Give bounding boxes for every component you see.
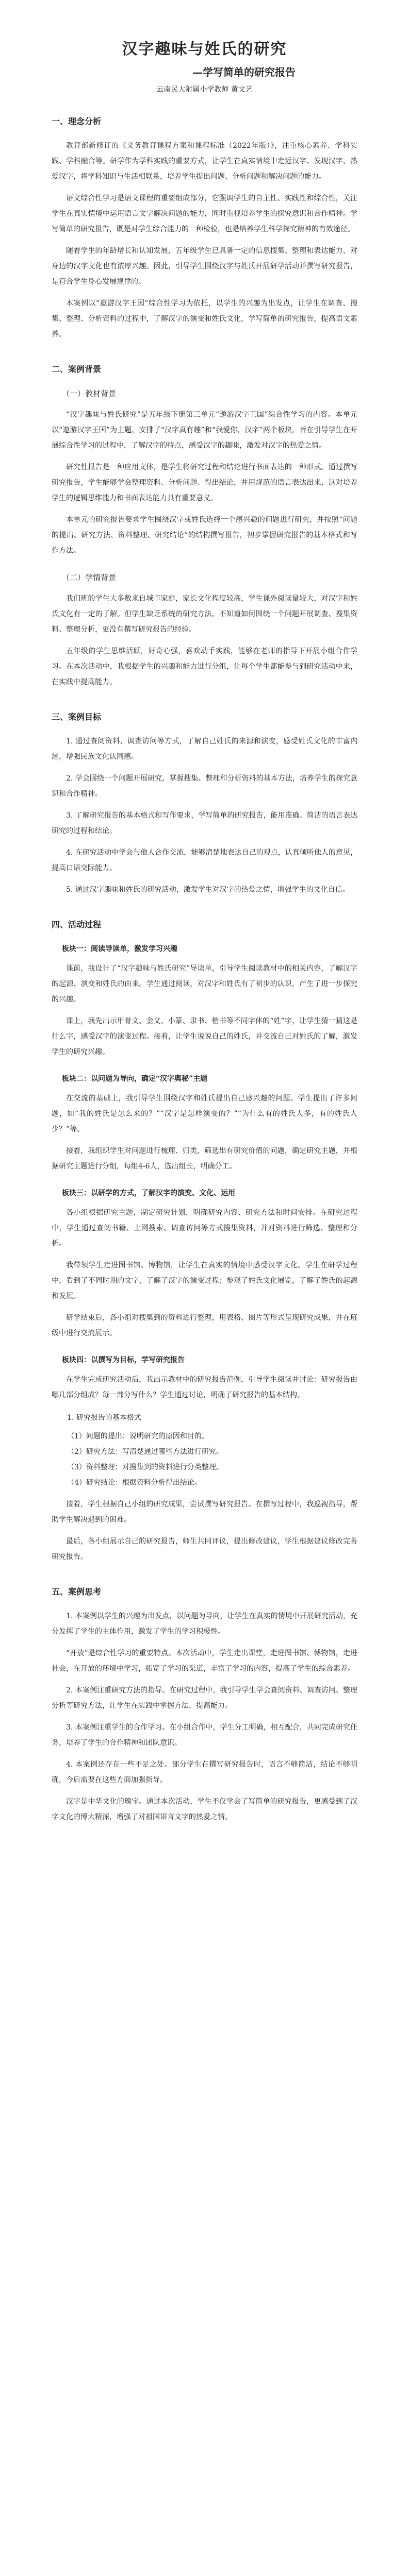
subsection-heading: （二）学情背景 xyxy=(62,573,117,582)
paragraph: 课前，我设计了“汉字趣味与姓氏研究”导读单，引导学生阅读教材中的相关内容，了解汉字的起源、演变和姓氏的由来。学生通过阅读，对汉字和姓氏有了初步的认识，产生了进一步探究的兴趣。 xyxy=(52,964,357,1004)
section-heading: 五、案例思考 xyxy=(52,1587,102,1597)
outline-label: 1. 研究报告的基本格式 xyxy=(67,1414,141,1422)
activity-heading: 板块二：以问题为导向，确定“汉字奥秘”主题 xyxy=(62,1075,208,1083)
paragraph: 我带领学生走进图书馆、博物馆，让学生在真实的情境中感受汉字文化。学生在研学过程中，看到了不同时期的文字，了解了汉字的演变过程；参观了姓氏文化展览，了解了姓氏的起源和发展。 xyxy=(52,1261,357,1300)
activity-heading: 板块一：阅读导读单，激发学习兴趣 xyxy=(62,945,177,953)
section-heading: 三、案例目标 xyxy=(52,712,102,722)
paragraph: 五年级的学生思维活跃，好奇心强，喜欢动手实践，能够在老师的指导下开展小组合作学习。在本次活动中，我根据学生的兴趣和能力进行分组，让每个学生都能参与到研究活动中来，在实践中提高能力。 xyxy=(52,647,357,686)
list-item: （4）研究结论：根据资料分析得出结论。 xyxy=(67,1479,202,1487)
paragraph: 在学生完成研究活动后，我出示教材中的研究报告范例，引导学生阅读并讨论：研究报告由哪几部分组成？每一部分写什么？学生通过讨论，明确了研究报告的基本结构。 xyxy=(52,1376,357,1399)
paragraph: “开放”是综合性学习的重要特点。本次活动中，学生走出课堂，走进图书馆、博物馆，走进社会，在开放的环境中学习，拓宽了学习的渠道，丰富了学习的内容，提高了学生的综合素养。 xyxy=(52,1649,357,1673)
document-subtitle: —学写简单的研究报告 xyxy=(192,66,296,78)
paragraph: 随着学生的年龄增长和认知发展，五年级学生已具备一定的信息搜集、整理和表达能力，对身边的汉字文化也有浓厚兴趣。因此，引导学生围绕汉字与姓氏开展研学活动并撰写研究报告，是符合学生身心发展规律的。 xyxy=(52,247,357,286)
paragraph: 4. 在研究活动中学会与他人合作交流，能够清楚地表达自己的观点，认真倾听他人的意见，提高口语交际能力。 xyxy=(52,849,357,872)
list-item: （2）研究方法：写清楚通过哪些方法进行研究。 xyxy=(67,1448,223,1456)
paragraph: 汉字是中华文化的瑰宝。通过本次活动，学生不仅学会了写简单的研究报告，更感受到了汉字文化的博大精深，增强了对祖国语言文字的热爱之情。 xyxy=(52,1798,357,1821)
paragraph: 3. 了解研究报告的基本格式和写作要求，学写简单的研究报告，能用准确、简洁的语言表达研究的过程和结论。 xyxy=(52,811,357,835)
paragraph: 我们班的学生大多数来自城市家庭，家长文化程度较高，学生课外阅读量较大，对汉字和姓氏文化有一定的了解。但学生缺乏系统的研究方法，不知道如何围绕一个问题开展调查、搜集资料、整理分析，更没有撰写研究报告的经验。 xyxy=(52,595,357,634)
paragraph: 语文综合性学习是语文课程的重要组成部分，它强调学生的自主性、实践性和综合性，关注学生在真实情境中运用语言文字解决问题的能力，同时重视培养学生的探究意识和合作精神。学写简单的研究报告，既是对学生综合能力的一种检验，也是培养学生科学探究精神的有效途径。 xyxy=(52,194,357,233)
paragraph: 最后，各小组展示自己的研究报告，师生共同评议，提出修改建议，学生根据建议修改完善研究报告。 xyxy=(52,1537,357,1561)
paragraph: 2. 学会围绕一个问题开展研究，掌握搜集、整理和分析资料的基本方法，培养学生的探究意识和合作精神。 xyxy=(52,774,357,798)
paragraph: 研究性报告是一种应用文体，是学生将研究过程和结论进行书面表达的一种形式。通过撰写研究报告，学生能够学会整理资料、分析问题、得出结论，并用规范的语言表达出来，这对培养学生的逻辑思维能力和书面表达能力具有重要意义。 xyxy=(52,463,357,502)
subsection-heading: （一）教材背景 xyxy=(62,389,117,398)
activity-heading: 板块三：以研学的方式，了解汉字的演变、文化、运用 xyxy=(62,1189,235,1197)
paragraph: 教育部新修订的《义务教育课程方案和课程标准（2022年版）》，注重核心素养、学科实践、学科融合等。研学作为学科实践的重要方式，让学生在真实情境中走近汉字、发现汉字、热爱汉字，将学科知识与生活相联系，培养学生提出问题、分析问题和解决问题的能力。 xyxy=(52,142,357,181)
list-item: （1）问题的提出：说明研究的原因和目的。 xyxy=(67,1432,209,1440)
activity-heading: 板块四：以撰写为目标，学写研究报告 xyxy=(62,1356,185,1364)
document-title: 汉字趣味与姓氏的研究 xyxy=(122,40,287,58)
paragraph: 接着，我组织学生对问题进行梳理、归类，筛选出有研究价值的问题，确定研究主题，并根据研究主题进行分组，每组4-6人，选出组长，明确分工。 xyxy=(52,1147,357,1171)
paragraph: 1. 本案例以学生的兴趣为出发点，以问题为导向，让学生在真实的情境中开展研究活动，充分发挥了学生的主体作用，激发了学生的学习积极性。 xyxy=(52,1612,357,1636)
section-heading: 二、案例背景 xyxy=(52,364,102,374)
outline-list xyxy=(52,1429,357,1490)
paragraph: 2. 本案例注重研究方法的指导。在研究过程中，我引导学生学会查阅资料、调查访问、整理分析等研究方法，让学生在实践中掌握方法，提高能力。 xyxy=(52,1686,357,1710)
section-heading: 四、活动过程 xyxy=(52,920,102,929)
paragraph: 各小组根据研究主题，制定研究计划，明确研究内容、研究方法和时间安排。在研究过程中，学生通过查阅书籍、上网搜索、调查访问等方式搜集资料，并对资料进行筛选、整理和分析。 xyxy=(52,1209,357,1248)
paragraph: 本案例以“遨游汉字王国”综合性学习为依托，以学生的兴趣为出发点，让学生在调查、搜集、整理、分析资料的过程中，了解汉字的演变和姓氏文化，学写简单的研究报告，提高语文素养。 xyxy=(52,299,357,338)
paragraph: 5. 通过汉字趣味和姓氏的研究活动，激发学生对汉字的热爱之情，增强学生的文化自信。 xyxy=(66,886,350,894)
paragraph: 接着，学生根据自己小组的研究成果，尝试撰写研究报告。在撰写过程中，我巡视指导，帮助学生解决遇到的困难。 xyxy=(52,1500,357,1524)
section-heading: 一、理念分析 xyxy=(52,116,102,126)
paragraph: 3. 本案例注重学生的合作学习。在小组合作中，学生分工明确，相互配合，共同完成研究任务，培养了学生的合作精神和团队意识。 xyxy=(52,1723,357,1747)
document-author: 云南民大附属小学教师 黄文艺 xyxy=(156,86,253,94)
paragraph: “汉字趣味与姓氏研究”是五年级下册第三单元“遨游汉字王国”综合性学习的内容。本单元以“遨游汉字王国”为主题，安排了“汉字真有趣”和“我爱你，汉字”两个板块，旨在引导学生在开展综合性学习的过程中，了解汉字的特点，感受汉字的趣味，激发对汉字的热爱之情。 xyxy=(52,411,357,450)
list-item: （3）资料整理：对搜集到的资料进行分类整理。 xyxy=(67,1463,223,1471)
paragraph: 4. 本案例还存在一些不足之处。部分学生在撰写研究报告时，语言不够简洁，结论不够明确，今后需要在这些方面加强指导。 xyxy=(52,1760,357,1784)
paragraph: 在交流的基础上，我引导学生围绕汉字和姓氏提出自己感兴趣的问题。学生提出了许多问题，如“我的姓氏是怎么来的？”“汉字是怎样演变的？”“为什么有的姓氏人多，有的姓氏人少？”等。 xyxy=(52,1094,357,1133)
paragraph: 课上，我先出示甲骨文、金文、小篆、隶书、楷书等不同字体的“姓”字，让学生猜一猜这是什么字，感受汉字的演变过程。接着，让学生说说自己的姓氏，并交流自己对姓氏的了解，激发学生的研究兴趣。 xyxy=(52,1017,357,1056)
paragraph: 研学结束后，各小组对搜集到的资料进行整理，用表格、图片等形式呈现研究成果，并在班级中进行交流展示。 xyxy=(52,1314,357,1337)
paragraph: 本单元的研究报告要求学生围绕汉字或姓氏选择一个感兴趣的问题进行研究，并按照“问题的提出、研究方法、资料整理、研究结论”的结构撰写报告，初步掌握研究报告的基本格式和写作方法。 xyxy=(52,516,357,555)
paragraph: 1. 通过查阅资料、调查访问等方式，了解自己姓氏的来源和演变，感受姓氏文化的丰富内涵，增强民族文化认同感。 xyxy=(52,737,357,761)
